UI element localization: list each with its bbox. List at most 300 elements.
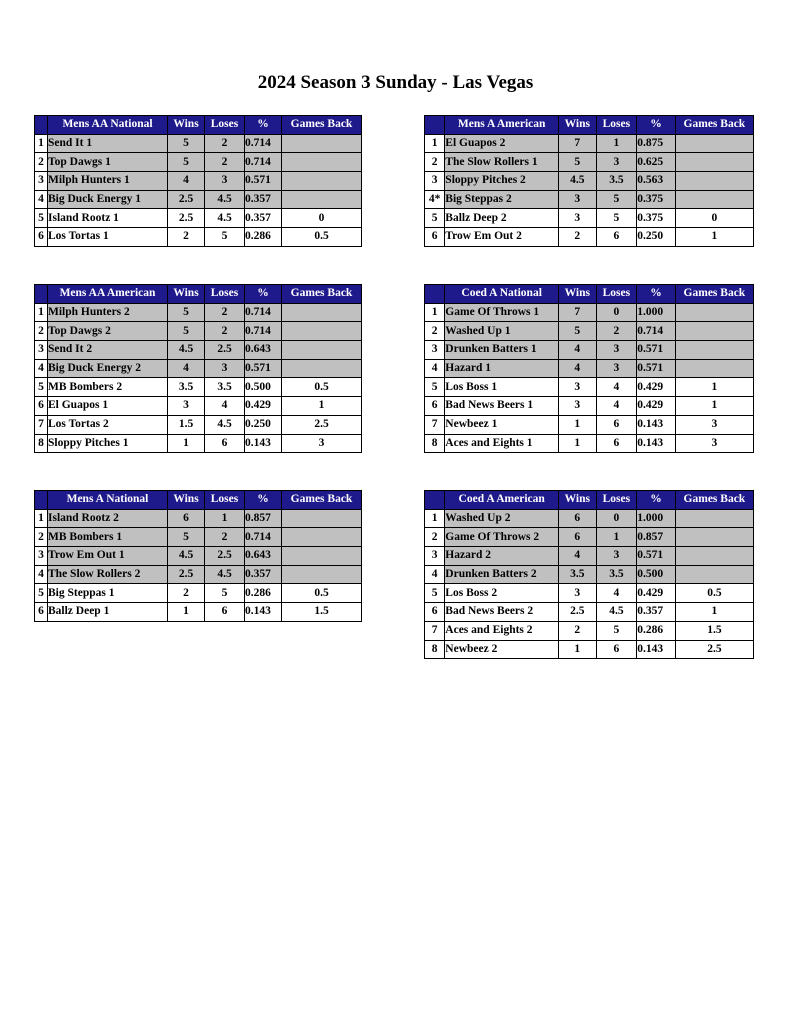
- wins-cell: 5: [559, 322, 597, 341]
- pct-cell: 0.643: [245, 547, 282, 566]
- loses-cell: 6: [596, 228, 637, 247]
- pct-header: %: [637, 116, 676, 135]
- wins-header: Wins: [559, 285, 597, 304]
- rank-cell: 3: [425, 547, 445, 566]
- rank-cell: 1: [425, 509, 445, 528]
- standings-table-mens-aa-american: [34, 284, 362, 453]
- loses-cell: 0: [596, 303, 637, 322]
- rank-cell: 4: [425, 359, 445, 378]
- team-name-cell: Big Steppas 1: [48, 584, 168, 603]
- team-name-cell: The Slow Rollers 2: [48, 565, 168, 584]
- loses-cell: 3: [205, 172, 245, 191]
- games-back-cell: 0: [282, 209, 362, 228]
- games-back-cell: 3: [282, 434, 362, 453]
- table-row: [35, 584, 362, 603]
- loses-cell: 4: [596, 397, 637, 416]
- games-back-header: Games Back: [675, 116, 753, 135]
- pct-cell: 0.143: [637, 434, 676, 453]
- loses-cell: 4.5: [205, 190, 245, 209]
- wins-cell: 2: [559, 621, 597, 640]
- team-name-cell: Big Steppas 2: [445, 190, 559, 209]
- pct-cell: 0.625: [637, 153, 676, 172]
- wins-cell: 2: [168, 584, 205, 603]
- pct-cell: 0.643: [245, 341, 282, 360]
- team-name-cell: Big Duck Energy 2: [48, 359, 168, 378]
- wins-cell: 3: [559, 397, 597, 416]
- loses-cell: 5: [596, 190, 637, 209]
- wins-cell: 7: [559, 303, 597, 322]
- header-row: [35, 285, 362, 304]
- games-back-cell: 1: [282, 397, 362, 416]
- loses-cell: 2: [205, 153, 245, 172]
- table-row: [35, 190, 362, 209]
- wins-cell: 3: [559, 378, 597, 397]
- pct-cell: 0.357: [245, 190, 282, 209]
- header-row: [35, 491, 362, 510]
- header-corner-cell: [425, 116, 445, 135]
- loses-cell: 3: [596, 153, 637, 172]
- pct-cell: 0.429: [637, 378, 676, 397]
- rank-cell: 1: [35, 134, 48, 153]
- pct-cell: 0.429: [245, 397, 282, 416]
- division-name-header: Coed A American: [445, 491, 559, 510]
- team-name-cell: Send It 1: [48, 134, 168, 153]
- loses-header: Loses: [205, 491, 245, 510]
- team-name-cell: Los Boss 2: [445, 584, 559, 603]
- standings-table-mens-a-american: [424, 115, 754, 247]
- rank-cell: 4: [35, 359, 48, 378]
- wins-cell: 5: [559, 153, 597, 172]
- header-corner-cell: [425, 491, 445, 510]
- rank-cell: 8: [425, 434, 445, 453]
- games-back-cell: 0: [675, 209, 753, 228]
- pct-cell: 0.571: [637, 359, 676, 378]
- wins-cell: 5: [168, 322, 205, 341]
- games-back-cell: 1: [675, 603, 753, 622]
- table-row: [425, 322, 754, 341]
- pct-cell: 0.375: [637, 209, 676, 228]
- games-back-cell: 1.5: [675, 621, 753, 640]
- table-row: [35, 359, 362, 378]
- team-name-cell: Aces and Eights 1: [445, 434, 559, 453]
- wins-cell: 5: [168, 528, 205, 547]
- rank-cell: 3: [425, 172, 445, 191]
- division-name-header: Mens A National: [48, 491, 168, 510]
- games-back-cell: [282, 134, 362, 153]
- table-row: [35, 322, 362, 341]
- header-row: [35, 116, 362, 135]
- wins-cell: 4: [168, 359, 205, 378]
- table-row: [425, 565, 754, 584]
- team-name-cell: Big Duck Energy 1: [48, 190, 168, 209]
- pct-cell: 0.714: [245, 322, 282, 341]
- team-name-cell: Drunken Batters 2: [445, 565, 559, 584]
- pct-cell: 0.714: [245, 134, 282, 153]
- team-name-cell: Washed Up 1: [445, 322, 559, 341]
- team-name-cell: Newbeez 1: [445, 415, 559, 434]
- team-name-cell: Newbeez 2: [445, 640, 559, 659]
- wins-cell: 2: [559, 228, 597, 247]
- pct-cell: 0.429: [637, 397, 676, 416]
- games-back-header: Games Back: [675, 285, 753, 304]
- wins-cell: 3: [559, 190, 597, 209]
- games-back-cell: [675, 565, 753, 584]
- division-name-header: Mens AA National: [48, 116, 168, 135]
- rank-cell: 8: [425, 640, 445, 659]
- table-row: [35, 415, 362, 434]
- rank-cell: 2: [35, 153, 48, 172]
- rank-cell: 1: [35, 509, 48, 528]
- wins-cell: 1.5: [168, 415, 205, 434]
- team-name-cell: Milph Hunters 2: [48, 303, 168, 322]
- wins-cell: 7: [559, 134, 597, 153]
- table-row: [425, 341, 754, 360]
- games-back-header: Games Back: [282, 116, 362, 135]
- header-corner-cell: [425, 285, 445, 304]
- pct-header: %: [637, 285, 676, 304]
- team-name-cell: Trow Em Out 2: [445, 228, 559, 247]
- wins-cell: 3: [559, 584, 597, 603]
- team-name-cell: Drunken Batters 1: [445, 341, 559, 360]
- division-name-header: Mens A American: [445, 116, 559, 135]
- pct-cell: 1.000: [637, 303, 676, 322]
- table-row: [35, 153, 362, 172]
- games-back-cell: [282, 528, 362, 547]
- games-back-cell: [282, 509, 362, 528]
- rank-cell: 2: [425, 322, 445, 341]
- rank-cell: 4: [35, 565, 48, 584]
- rank-cell: 4: [425, 565, 445, 584]
- table-row: [35, 134, 362, 153]
- games-back-cell: 1: [675, 228, 753, 247]
- table-row: [35, 434, 362, 453]
- games-back-cell: [675, 322, 753, 341]
- table-row: [425, 584, 754, 603]
- loses-cell: 4: [596, 584, 637, 603]
- pct-header: %: [245, 116, 282, 135]
- wins-cell: 2.5: [559, 603, 597, 622]
- loses-cell: 2: [205, 322, 245, 341]
- loses-cell: 4.5: [596, 603, 637, 622]
- wins-cell: 4: [559, 359, 597, 378]
- pct-cell: 0.563: [637, 172, 676, 191]
- team-name-cell: El Guapos 1: [48, 397, 168, 416]
- wins-cell: 6: [168, 509, 205, 528]
- games-back-cell: [675, 303, 753, 322]
- games-back-cell: 1: [675, 378, 753, 397]
- loses-header: Loses: [596, 116, 637, 135]
- games-back-cell: [675, 172, 753, 191]
- loses-cell: 0: [596, 509, 637, 528]
- loses-cell: 2.5: [205, 547, 245, 566]
- header-corner-cell: [35, 116, 48, 135]
- games-back-cell: [675, 509, 753, 528]
- pct-cell: 0.571: [245, 359, 282, 378]
- loses-cell: 4.5: [205, 415, 245, 434]
- games-back-cell: [675, 547, 753, 566]
- team-name-cell: Milph Hunters 1: [48, 172, 168, 191]
- wins-header: Wins: [168, 285, 205, 304]
- team-name-cell: MB Bombers 2: [48, 378, 168, 397]
- header-row: [425, 285, 754, 304]
- wins-header: Wins: [559, 116, 597, 135]
- rank-cell: 8: [35, 434, 48, 453]
- rank-cell: 7: [35, 415, 48, 434]
- games-back-cell: [675, 359, 753, 378]
- team-name-cell: Trow Em Out 1: [48, 547, 168, 566]
- rank-cell: 4*: [425, 190, 445, 209]
- pct-cell: 1.000: [637, 509, 676, 528]
- loses-header: Loses: [596, 285, 637, 304]
- pct-cell: 0.357: [245, 209, 282, 228]
- loses-cell: 3.5: [596, 565, 637, 584]
- loses-cell: 6: [205, 603, 245, 622]
- games-back-header: Games Back: [282, 285, 362, 304]
- rank-cell: 6: [35, 397, 48, 416]
- wins-cell: 3.5: [168, 378, 205, 397]
- table-row: [35, 547, 362, 566]
- division-name-header: Coed A National: [445, 285, 559, 304]
- table-row: [425, 228, 754, 247]
- table-row: [425, 209, 754, 228]
- team-name-cell: Los Tortas 2: [48, 415, 168, 434]
- table-row: [425, 509, 754, 528]
- table-row: [425, 547, 754, 566]
- table-row: [425, 415, 754, 434]
- table-row: [425, 172, 754, 191]
- wins-cell: 4: [168, 172, 205, 191]
- wins-cell: 1: [168, 603, 205, 622]
- loses-cell: 6: [596, 640, 637, 659]
- team-name-cell: Game Of Throws 2: [445, 528, 559, 547]
- team-name-cell: Hazard 2: [445, 547, 559, 566]
- games-back-cell: [282, 303, 362, 322]
- table-row: [425, 603, 754, 622]
- rank-cell: 3: [425, 341, 445, 360]
- rank-cell: 5: [35, 209, 48, 228]
- wins-header: Wins: [168, 116, 205, 135]
- team-name-cell: Top Dawgs 2: [48, 322, 168, 341]
- wins-cell: 3: [559, 209, 597, 228]
- loses-cell: 1: [205, 509, 245, 528]
- team-name-cell: Sloppy Pitches 2: [445, 172, 559, 191]
- games-back-cell: 3: [675, 434, 753, 453]
- table-row: [425, 621, 754, 640]
- wins-cell: 4.5: [559, 172, 597, 191]
- loses-cell: 5: [205, 228, 245, 247]
- games-back-cell: 0.5: [675, 584, 753, 603]
- loses-cell: 1: [596, 528, 637, 547]
- games-back-cell: [675, 134, 753, 153]
- wins-cell: 1: [168, 434, 205, 453]
- table-row: [35, 565, 362, 584]
- wins-cell: 6: [559, 528, 597, 547]
- games-back-cell: 3: [675, 415, 753, 434]
- table-row: [35, 341, 362, 360]
- loses-cell: 4: [596, 378, 637, 397]
- rank-cell: 7: [425, 415, 445, 434]
- pct-cell: 0.250: [245, 415, 282, 434]
- pct-header: %: [245, 491, 282, 510]
- loses-cell: 3: [596, 547, 637, 566]
- loses-cell: 6: [596, 415, 637, 434]
- games-back-cell: [282, 190, 362, 209]
- games-back-cell: 1.5: [282, 603, 362, 622]
- rank-cell: 2: [425, 528, 445, 547]
- loses-cell: 3: [205, 359, 245, 378]
- rank-cell: 5: [425, 584, 445, 603]
- pct-cell: 0.714: [245, 528, 282, 547]
- header-row: [425, 116, 754, 135]
- wins-header: Wins: [168, 491, 205, 510]
- table-row: [425, 359, 754, 378]
- table-row: [425, 190, 754, 209]
- table-row: [35, 528, 362, 547]
- header-row: [425, 491, 754, 510]
- wins-cell: 5: [168, 153, 205, 172]
- rank-cell: 5: [425, 209, 445, 228]
- table-row: [35, 228, 362, 247]
- team-name-cell: Send It 2: [48, 341, 168, 360]
- pct-cell: 0.357: [245, 565, 282, 584]
- table-row: [35, 378, 362, 397]
- rank-cell: 5: [35, 378, 48, 397]
- games-back-cell: 2.5: [675, 640, 753, 659]
- team-name-cell: Bad News Beers 1: [445, 397, 559, 416]
- loses-cell: 2: [205, 134, 245, 153]
- rank-cell: 1: [425, 303, 445, 322]
- games-back-cell: 0.5: [282, 228, 362, 247]
- games-back-cell: 0.5: [282, 584, 362, 603]
- wins-cell: 3: [168, 397, 205, 416]
- loses-cell: 3: [596, 341, 637, 360]
- pct-cell: 0.571: [637, 341, 676, 360]
- pct-cell: 0.714: [245, 303, 282, 322]
- wins-cell: 1: [559, 434, 597, 453]
- loses-cell: 6: [596, 434, 637, 453]
- pct-cell: 0.500: [637, 565, 676, 584]
- pct-header: %: [637, 491, 676, 510]
- rank-cell: 5: [35, 584, 48, 603]
- pct-cell: 0.286: [245, 228, 282, 247]
- team-name-cell: Ballz Deep 2: [445, 209, 559, 228]
- loses-cell: 1: [596, 134, 637, 153]
- pct-cell: 0.286: [245, 584, 282, 603]
- games-back-cell: [282, 322, 362, 341]
- team-name-cell: Aces and Eights 2: [445, 621, 559, 640]
- games-back-header: Games Back: [282, 491, 362, 510]
- team-name-cell: Top Dawgs 1: [48, 153, 168, 172]
- team-name-cell: Los Tortas 1: [48, 228, 168, 247]
- team-name-cell: Game Of Throws 1: [445, 303, 559, 322]
- games-back-cell: [675, 153, 753, 172]
- wins-cell: 4.5: [168, 341, 205, 360]
- loses-cell: 3.5: [596, 172, 637, 191]
- loses-cell: 3.5: [205, 378, 245, 397]
- games-back-cell: [675, 190, 753, 209]
- team-name-cell: Ballz Deep 1: [48, 603, 168, 622]
- division-name-header: Mens AA American: [48, 285, 168, 304]
- pct-cell: 0.143: [637, 415, 676, 434]
- loses-cell: 4.5: [205, 565, 245, 584]
- table-row: [425, 434, 754, 453]
- rank-cell: 6: [35, 603, 48, 622]
- wins-cell: 4.5: [168, 547, 205, 566]
- team-name-cell: Island Rootz 1: [48, 209, 168, 228]
- wins-cell: 6: [559, 509, 597, 528]
- pct-cell: 0.357: [637, 603, 676, 622]
- page-title: 2024 Season 3 Sunday - Las Vegas: [257, 72, 534, 93]
- pct-cell: 0.714: [637, 322, 676, 341]
- pct-cell: 0.875: [637, 134, 676, 153]
- rank-cell: 2: [35, 322, 48, 341]
- rank-cell: 6: [425, 397, 445, 416]
- loses-cell: 4: [205, 397, 245, 416]
- rank-cell: 3: [35, 172, 48, 191]
- loses-cell: 4.5: [205, 209, 245, 228]
- table-row: [425, 528, 754, 547]
- team-name-cell: Los Boss 1: [445, 378, 559, 397]
- games-back-header: Games Back: [675, 491, 753, 510]
- table-row: [425, 303, 754, 322]
- pct-cell: 0.250: [637, 228, 676, 247]
- loses-cell: 5: [205, 584, 245, 603]
- table-row: [425, 397, 754, 416]
- games-back-cell: [282, 547, 362, 566]
- wins-cell: 2.5: [168, 209, 205, 228]
- team-name-cell: The Slow Rollers 1: [445, 153, 559, 172]
- games-back-cell: [675, 528, 753, 547]
- standings-table-coed-a-national: [424, 284, 754, 453]
- pct-cell: 0.571: [637, 547, 676, 566]
- pct-cell: 0.143: [245, 603, 282, 622]
- pct-cell: 0.500: [245, 378, 282, 397]
- table-row: [425, 378, 754, 397]
- games-back-cell: 0.5: [282, 378, 362, 397]
- wins-cell: 5: [168, 303, 205, 322]
- rank-cell: 2: [35, 528, 48, 547]
- table-row: [35, 397, 362, 416]
- pct-cell: 0.857: [637, 528, 676, 547]
- games-back-cell: [282, 359, 362, 378]
- team-name-cell: Island Rootz 2: [48, 509, 168, 528]
- rank-cell: 3: [35, 341, 48, 360]
- pct-cell: 0.286: [637, 621, 676, 640]
- rank-cell: 1: [35, 303, 48, 322]
- wins-cell: 1: [559, 640, 597, 659]
- pct-cell: 0.375: [637, 190, 676, 209]
- table-row: [35, 172, 362, 191]
- loses-cell: 6: [205, 434, 245, 453]
- pct-header: %: [245, 285, 282, 304]
- header-corner-cell: [35, 285, 48, 304]
- pct-cell: 0.429: [637, 584, 676, 603]
- rank-cell: 3: [35, 547, 48, 566]
- loses-cell: 2: [205, 303, 245, 322]
- standings-table-mens-a-national: [34, 490, 362, 622]
- rank-cell: 7: [425, 621, 445, 640]
- loses-header: Loses: [596, 491, 637, 510]
- rank-cell: 1: [425, 134, 445, 153]
- wins-cell: 2.5: [168, 190, 205, 209]
- loses-cell: 3: [596, 359, 637, 378]
- loses-cell: 2: [205, 528, 245, 547]
- wins-cell: 2: [168, 228, 205, 247]
- games-back-cell: 1: [675, 397, 753, 416]
- wins-cell: 4: [559, 341, 597, 360]
- rank-cell: 6: [35, 228, 48, 247]
- loses-cell: 5: [596, 209, 637, 228]
